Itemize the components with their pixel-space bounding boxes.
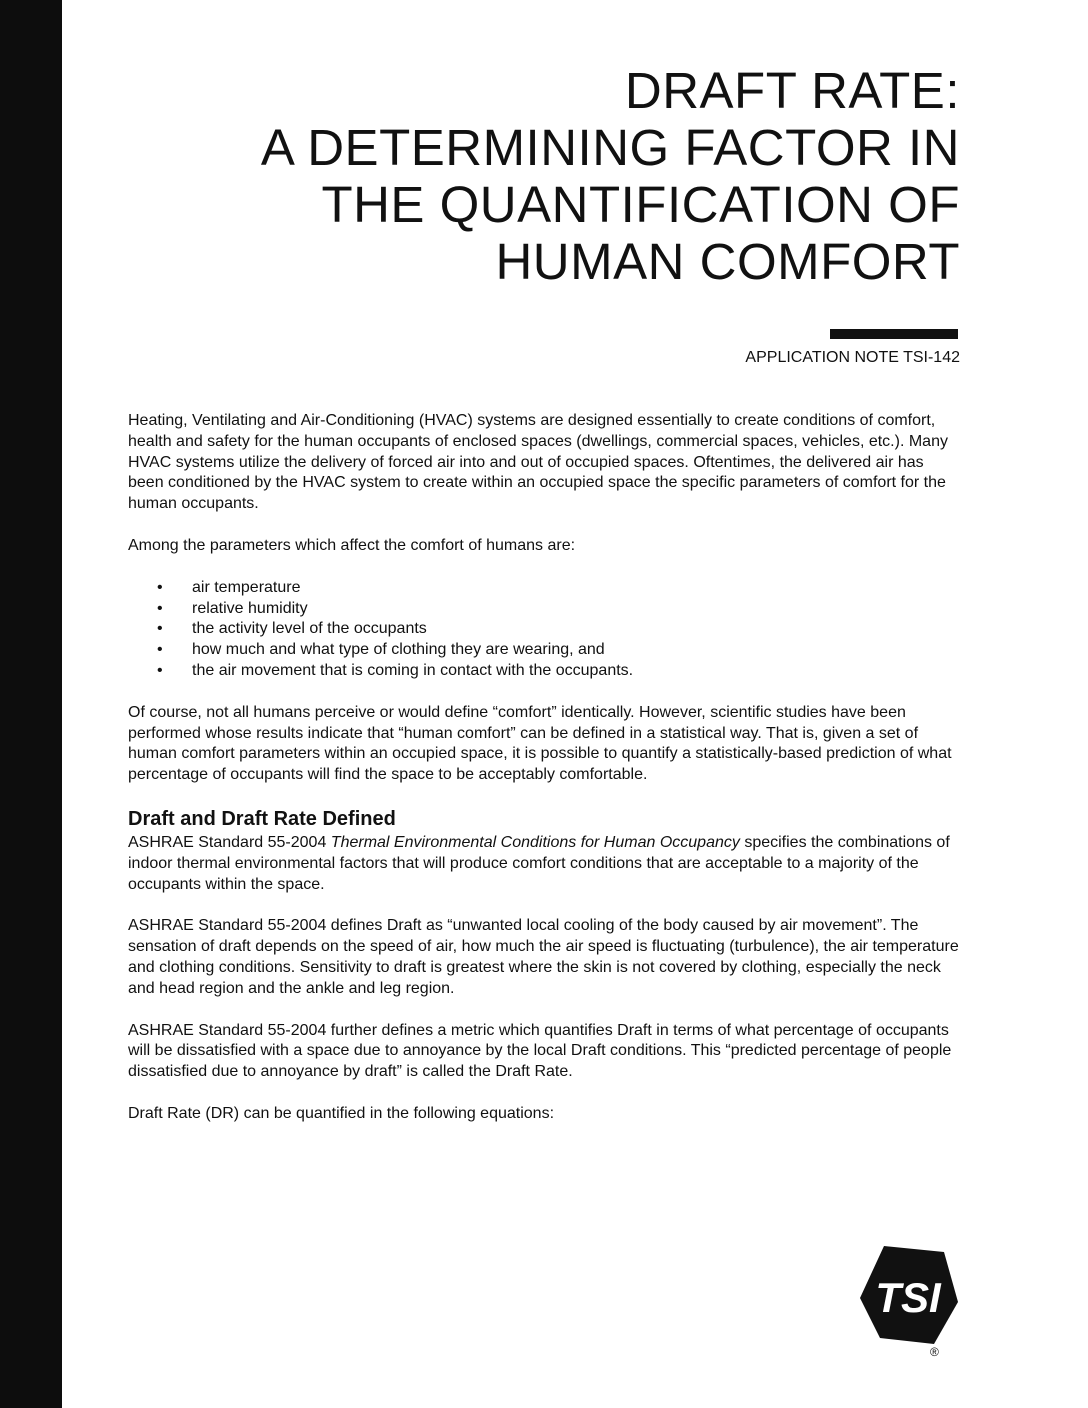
section-heading: Draft and Draft Rate Defined: [128, 807, 396, 830]
equations-intro-paragraph: Draft Rate (DR) can be quantified in the following equations:: [128, 1104, 555, 1122]
draft-definition-paragraph: ASHRAE Standard 55-2004 defines Draft as “unwanted local cooling of the body caused by air movement”. The sensation of draft depends on the speed of air, how much the air speed is fluctuating (turbulence), the air temperature and clothing conditions. Sensitivity to draft is greatest where the skin is not covered by clothing, especially the neck and head region and the ankle and leg region.: [128, 917, 959, 997]
bullet-icon: •: [157, 641, 163, 659]
left-black-sidebar: [0, 0, 62, 1408]
parameters-intro: Among the parameters which affect the comfort of humans are:: [128, 536, 576, 554]
document-body: [128, 411, 960, 1146]
bullet-icon: •: [157, 599, 163, 617]
title-line: THE QUANTIFICATION OF: [321, 176, 960, 233]
title-line: DRAFT RATE:: [624, 62, 960, 119]
title-line: HUMAN COMFORT: [495, 233, 960, 290]
tsi-logo: [856, 1240, 960, 1358]
comfort-statistics-paragraph: Of course, not all humans perceive or would define “comfort” identically. However, scientific studies have been performed whose results indicate that “human comfort” can be defined in a statistical way. That is, given a set of human comfort parameters within an occupied space, it is possible to quantify a statistically-based prediction of what percentage of occupants will find the space to be acceptably comfortable.: [128, 703, 952, 784]
page-title: [160, 62, 960, 290]
standard-title: Thermal Environmental Conditions for Human Occupancy: [330, 833, 740, 851]
list-item: • air temperature: [128, 578, 960, 599]
parameter-list: [128, 578, 960, 682]
list-item: • relative humidity: [128, 599, 960, 620]
draft-rate-paragraph: ASHRAE Standard 55-2004 further defines a metric which quantifies Draft in terms of what percentage of occupants will be dissatisfied with a space due to annoyance by the local Draft conditions. This “predicted percentage of people dissatisfied due to annoyance by draft” is called the Draft Rate.: [128, 1021, 952, 1081]
bullet-icon: •: [157, 578, 163, 596]
logo-text: TSI: [875, 1274, 941, 1321]
intro-paragraph: Heating, Ventilating and Air-Conditioning (HVAC) systems are designed essentially to create conditions of comfort, health and safety for the human occupants of enclosed spaces (dwellings, commercial spaces, vehicles, etc.). Many HVAC systems utilize the delivery of forced air into and out of occupied spaces. Oftentimes, the delivered air has been conditioned by the HVAC system to create within an occupied space the specific parameters of comfort for the human occupants.: [128, 412, 948, 513]
title-line: A DETERMINING FACTOR IN: [260, 119, 960, 176]
bullet-icon: •: [157, 661, 163, 679]
list-item: • the activity level of the occupants: [128, 619, 960, 640]
title-rule: [830, 329, 958, 339]
list-item: • how much and what type of clothing they are wearing, and: [128, 640, 960, 661]
ashrae-standard-paragraph: ASHRAE Standard 55-2004 Thermal Environmental Conditions for Human Occupancy specifies the combinations of indoor thermal environmental factors that will produce comfort conditions that are acceptable to a majority of the occupants within the space.: [128, 833, 950, 893]
registered-mark: ®: [930, 1345, 939, 1358]
list-item: • the air movement that is coming in contact with the occupants.: [128, 661, 960, 682]
application-note-label: APPLICATION NOTE TSI-142: [745, 349, 960, 366]
bullet-icon: •: [157, 620, 163, 638]
